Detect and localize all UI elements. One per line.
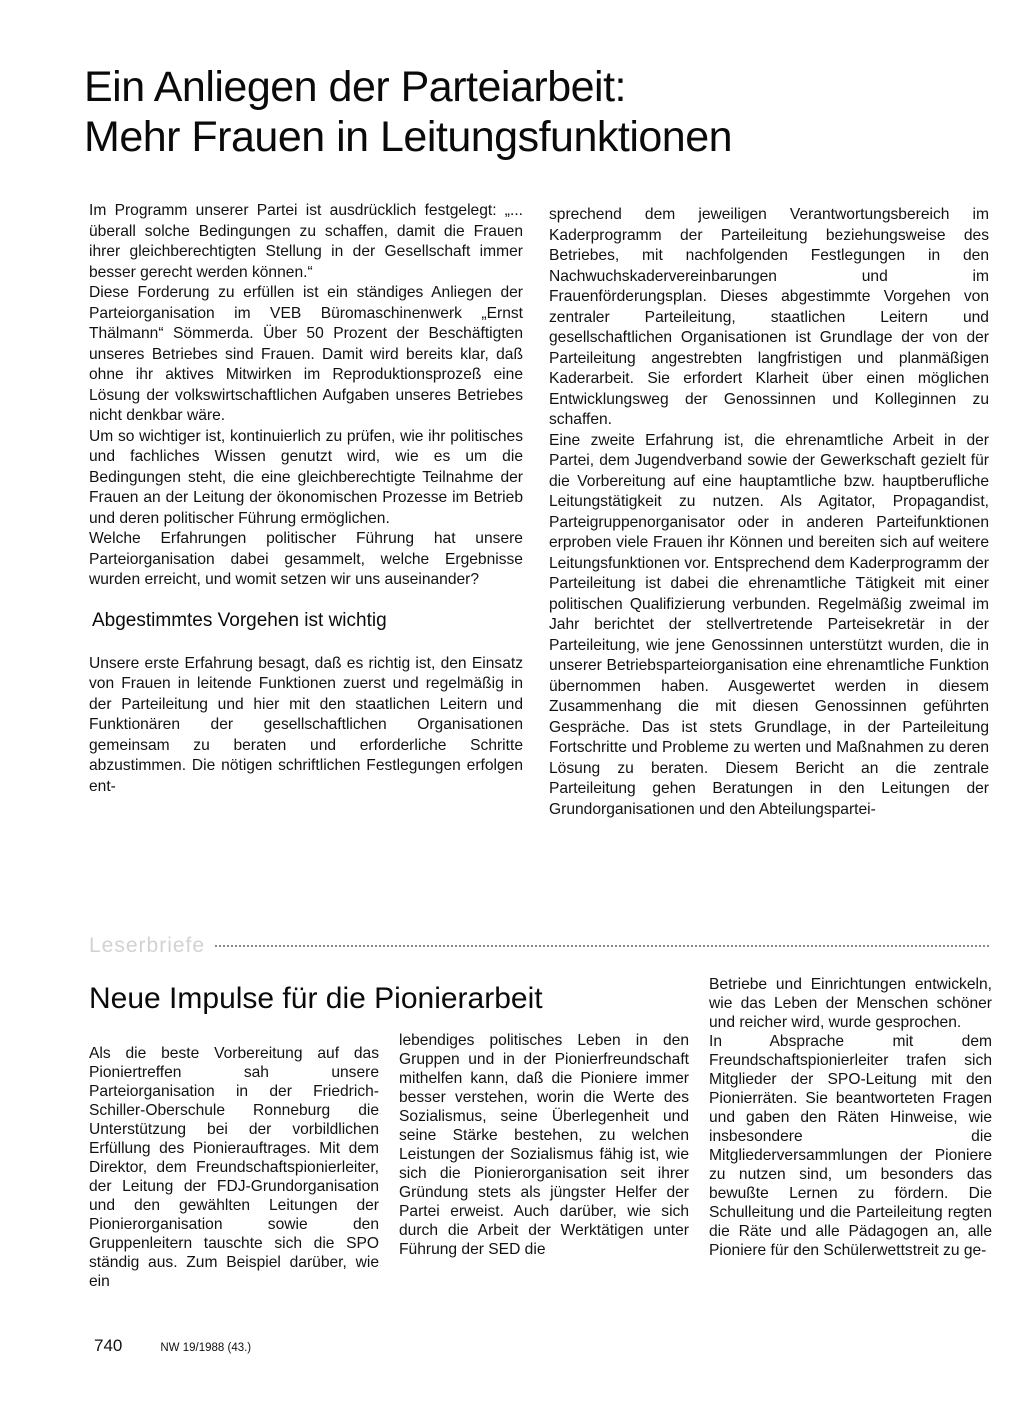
paragraph: Welche Erfahrungen politischer Führung hat unsere Parteiorganisation dabei gesammelt, welche Ergebnisse wurden erreicht, und womit setzen wir uns auseinander? — [89, 530, 523, 588]
rubric-divider — [215, 945, 989, 947]
article-title — [84, 62, 964, 162]
rubric-label: Leserbriefe — [89, 934, 206, 957]
article-subheading: Abgestimmtes Vorgehen ist wichtig — [92, 609, 387, 631]
letter-column-3 — [709, 975, 992, 1260]
paragraph: lebendiges politisches Leben in den Gruppen und in der Pionierfreundschaft mithelfen kann, daß die Pioniere immer besser verstehen, worin die Werte des Sozialismus, seine Überlegenheit und seine Stärke bestehen, zu welchen Leistungen der Sozialismus fähig ist, wie sich die Pionierorganisation seit ihrer Gründung stets als jüngster Helfer der Partei erweist. Auch darüber, wie sich durch die Arbeit der Werktätigen unter Führung der SED die — [399, 1032, 689, 1258]
paragraph: Um so wichtiger ist, kontinuierlich zu prüfen, wie ihr politisches und fachliches Wissen genutzt wird, wie es um die Bedingungen steht, die eine gleichberechtigte Teilnahme der Frauen an der Leitung der ökonomischen Prozesse im Betrieb und deren politischer Führung ermöglichen. — [89, 427, 523, 527]
article-title-line-2: Mehr Frauen in Leitungsfunktionen — [84, 113, 733, 161]
paragraph: Betriebe und Einrichtungen entwickeln, wie das Leben der Menschen schöner und reicher wird, wurde gesprochen. — [709, 976, 992, 1031]
paragraph: sprechend dem jeweiligen Verantwortungsbereich im Kaderprogramm der Parteileitung beziehungsweise des Betriebes, mit nachfolgenden Festlegungen in den Nachwuchskadervereinbarungen und im Frauenförderungsplan. Dieses abgestimmte Vorgehen von zentraler Parteileitung, staatlichen Leitern und gesellschaftlichen Organisationen ist Grundlage der von der Parteileitung angestrebten langfristigen und planmäßigen Kaderarbeit. Sie erfordert Klarheit über einen möglichen Entwicklungsweg der Genossinnen und Kolleginnen zu schaffen. — [549, 206, 989, 428]
letter-column-1 — [89, 1044, 379, 1291]
article-column-1 — [89, 201, 523, 797]
letter-column-2 — [399, 1031, 689, 1259]
article-title-line-1: Ein Anliegen der Parteiarbeit: — [84, 63, 626, 111]
paragraph: In Absprache mit dem Freundschaftspionierleiter trafen sich Mitglieder der SPO-Leitung mit den Pionierräten. Sie beantworteten Fragen und gaben den Räten Hinweise, wie insbesondere die Mitgliederversammlungen der Pioniere zu nutzen sind, um besonders das bewußte Lernen zu fördern. Die Schulleitung und die Parteileitung regten die Räte und alle Pädagogen an, alle Pioniere für den Schülerwettstreit zu ge- — [709, 1033, 992, 1259]
paragraph: Als die beste Vorbereitung auf das Pioniertreffen sah unsere Parteiorganisation in der Friedrich-Schiller-Oberschule Ronneburg die Unterstützung bei der vorbildlichen Erfüllung des Pionierauftrages. Mit dem Direktor, dem Freundschaftspionierleiter, der Leitung der FDJ-Grundorganisation und den gewählten Leitungen der Pionierorganisation sowie den Gruppenleitern tauschte sich die SPO ständig aus. Zum Beispiel darüber, wie ein — [89, 1045, 379, 1290]
article-column-2 — [549, 205, 989, 820]
section-rubric — [89, 934, 989, 958]
issue-info: NW 19/1988 (43.) — [160, 1342, 252, 1354]
paragraph: Im Programm unserer Partei ist ausdrücklich festgelegt: „... überall solche Bedingungen zu schaffen, damit die Frauen ihrer gleichberechtigten Stellung in der Gesellschaft immer besser gerecht werden können.“ — [89, 202, 523, 281]
paragraph: Diese Forderung zu erfüllen ist ein ständiges Anliegen der Parteiorganisation im VEB Büromaschinenwerk „Ernst Thälmann“ Sömmerda. Über 50 Prozent der Beschäftigten unseres Betriebes sind Frauen. Damit wird bereits klar, daß ohne ihr aktives Mitwirken im Reproduktionsprozeß eine Lösung der volkswirtschaftlichen Aufgaben unseres Betriebes nicht denkbar wäre. — [89, 284, 523, 424]
page-footer — [94, 1336, 251, 1356]
letter-title: Neue Impulse für die Pionierarbeit — [89, 982, 543, 1015]
paragraph: Unsere erste Erfahrung besagt, daß es richtig ist, den Einsatz von Frauen in leitende Funktionen zuerst und regelmäßig in der Parteileitung und hier mit den staatlichen Leitern und Funktionären der gesellschaftlichen Organisationen gemeinsam zu beraten und erforderliche Schritte abzustimmen. Die nötigen schriftlichen Festlegungen erfolgen ent- — [89, 654, 523, 795]
page-number: 740 — [94, 1336, 123, 1355]
paragraph: Eine zweite Erfahrung ist, die ehrenamtliche Arbeit in der Partei, dem Jugendverband sowie der Gewerkschaft gezielt für die Vorbereitung auf eine hauptamtliche bzw. hauptberufliche Leitungstätigkeit zu nutzen. Als Agitator, Propagandist, Parteigruppenorganisator oder in anderen Parteifunktionen erproben viele Frauen ihr Können und bereiten sich auf weitere Leitungsfunktionen vor. Entsprechend dem Kaderprogramm der Parteileitung ist dabei die ehrenamtliche Tätigkeit mit einer politischen Qualifizierung verbunden. Regelmäßig zweimal im Jahr berichtet der stellvertretende Parteisekretär in der Parteileitung, wie jene Genossinnen unterstützt wurden, die in unserer Betriebsparteiorganisation eine ehrenamtliche Funktion übernommen haben. Ausgewertet werden in diesem Zusammenhang die mit diesen Genossinnen geführten Gespräche. Das ist stets Grundlage, in der Parteileitung Fortschritte und Probleme zu werten und Maßnahmen zu deren Lösung zu beraten. Diesem Bericht an die zentrale Parteileitung gehen Beratungen in den Leitungen der Grundorganisationen und den Abteilungspartei- — [549, 431, 989, 818]
